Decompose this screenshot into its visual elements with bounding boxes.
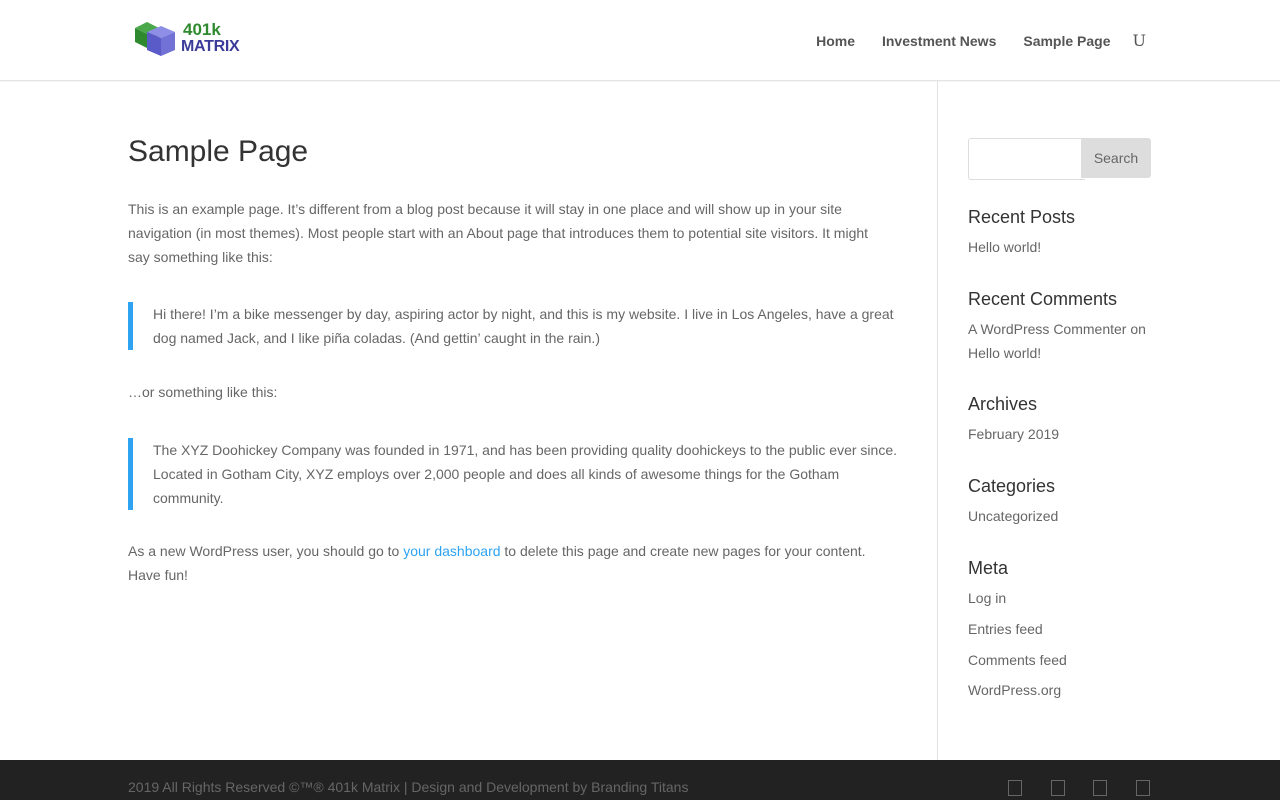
blockquote-2: The XYZ Doohickey Company was founded in 1971, and has been providing quality doohickeys to the public ever since. Located in Gotham City, XYZ employs over 2,000 people and does all kinds of awesome things for the Gotham community.	[128, 438, 908, 510]
comment-author-link[interactable]: A WordPress Commenter	[968, 321, 1127, 337]
site-logo[interactable]	[133, 18, 243, 60]
meta-login-link[interactable]: Log in	[968, 590, 1007, 606]
nav-investment-news[interactable]: Investment News	[881, 32, 997, 49]
rss-icon[interactable]	[1136, 780, 1150, 796]
category-link[interactable]: Uncategorized	[968, 508, 1059, 524]
site-header	[0, 0, 1280, 81]
intro-paragraph: This is an example page. It’s different from a blog post because it will stay in one place and will show up in your site navigation (in most themes). Most people start with an About page that introduces them to potential site visitors. It might say something like this:	[128, 201, 869, 265]
meta-wordpress-link[interactable]: WordPress.org	[968, 682, 1062, 698]
comment-post-link[interactable]: Hello world!	[968, 345, 1042, 361]
footer-credits: 2019 All Rights Reserved ©™® 401k Matrix | Design and Development by Branding Titans	[128, 779, 689, 795]
archive-link[interactable]: February 2019	[968, 426, 1060, 442]
search-button[interactable]: Search	[1081, 138, 1151, 178]
logo-line-1: 401k	[183, 20, 221, 39]
recent-posts-title: Recent Posts	[968, 207, 1076, 227]
nav-sample-page[interactable]: Sample Page	[1023, 32, 1111, 49]
middle-paragraph: …or something like this:	[128, 384, 278, 400]
google-plus-icon[interactable]	[1093, 780, 1107, 796]
blockquote-1: Hi there! I’m a bike messenger by day, aspiring actor by night, and this is my website. I live in Los Angeles, have a great dog named Jack, and I like piña coladas. (And gettin’ caught in the rain.)	[128, 302, 908, 350]
meta-entries-feed-link[interactable]: Entries feed	[968, 621, 1043, 637]
facebook-icon[interactable]	[1008, 780, 1022, 796]
search-icon[interactable]: U	[1132, 31, 1146, 50]
nav-home[interactable]: Home	[816, 32, 855, 49]
recent-comment-item	[968, 317, 1152, 365]
meta-title: Meta	[968, 558, 1009, 578]
recent-comments-title: Recent Comments	[968, 289, 1118, 309]
logo-line-2: MATRIX	[181, 38, 240, 55]
categories-title: Categories	[968, 476, 1056, 496]
closing-text-before: As a new WordPress user, you should go to	[128, 543, 404, 559]
sidebar-divider	[937, 81, 938, 760]
archives-title: Archives	[968, 394, 1038, 414]
closing-text-after: to delete this page and create new pages for your content. Have fun!	[128, 543, 866, 583]
site-footer	[0, 760, 1280, 800]
dashboard-link[interactable]: your dashboard	[403, 543, 501, 559]
main-navigation	[789, 31, 1146, 50]
closing-paragraph	[128, 539, 888, 587]
sidebar-search	[968, 138, 1152, 178]
twitter-icon[interactable]	[1051, 780, 1065, 796]
cube-logo-icon	[133, 18, 181, 60]
comment-on-text: on	[1126, 321, 1146, 337]
search-input[interactable]	[968, 138, 1085, 180]
recent-post-link[interactable]: Hello world!	[968, 239, 1042, 255]
meta-comments-feed-link[interactable]: Comments feed	[968, 652, 1067, 668]
page-title: Sample Page	[128, 135, 309, 168]
